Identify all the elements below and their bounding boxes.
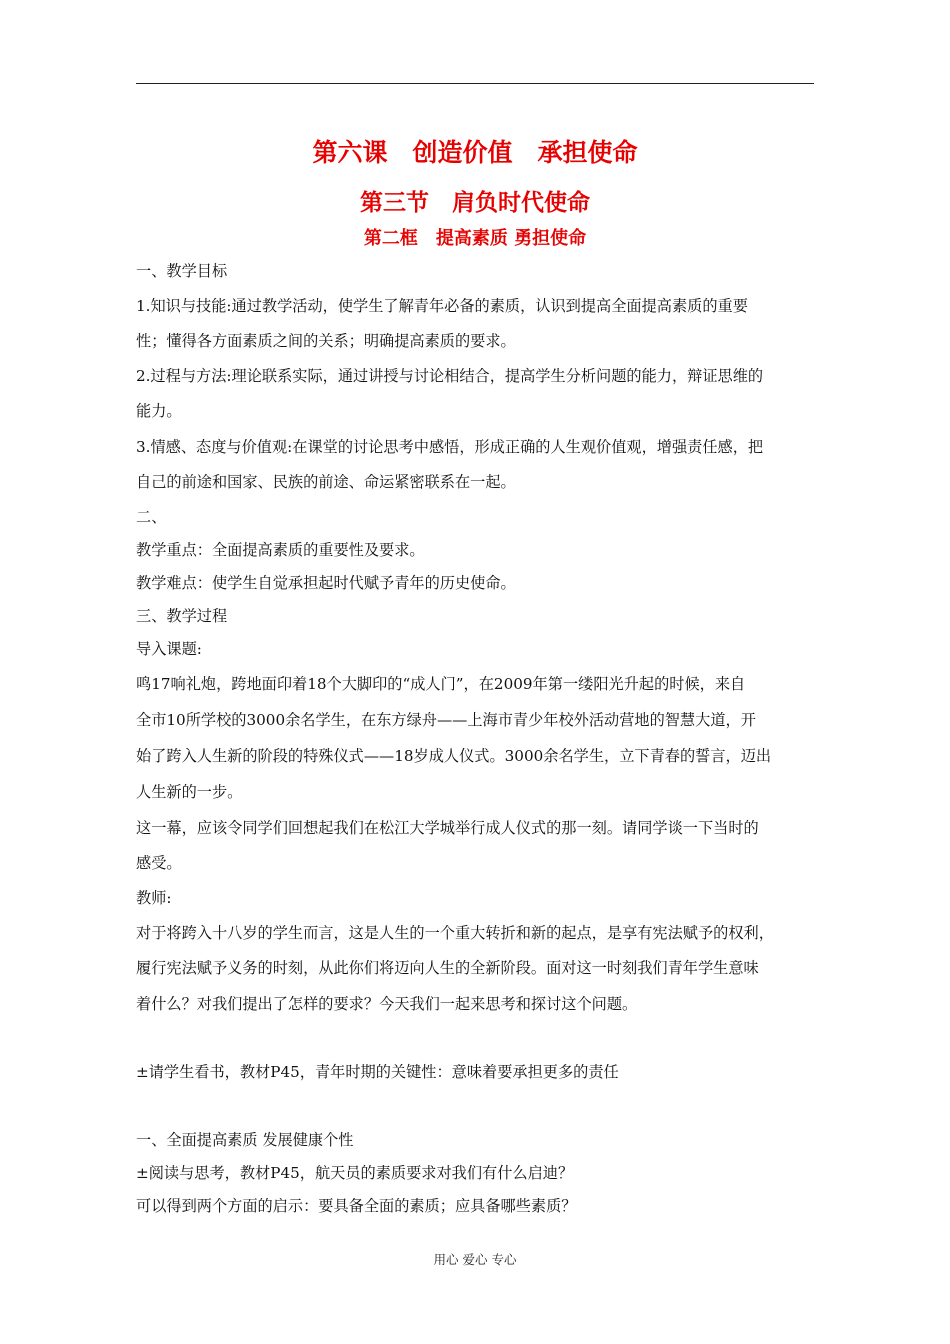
goal-emotion-line-2: 自己的前途和国家、民族的前途、命运紧密联系在一起。 xyxy=(136,473,516,491)
intro-paragraph-line-4: 人生新的一步。 xyxy=(136,783,243,801)
intro-paragraph-line-2: 全市10所学校的3000余名学生，在东方绿舟——上海市青少年校外活动营地的智慧大道，开 xyxy=(136,711,756,729)
intro-paragraph-line-1: 鸣17响礼炮，跨地面印着18个大脚印的“成人门”，在2009年第一缕阳光升起的时候，来自 xyxy=(136,675,746,693)
goal-emotion-line-1: 3.情感、态度与价值观:在课堂的讨论思考中感悟，形成正确的人生观价值观，增强责任感，把 xyxy=(136,438,764,456)
goal-knowledge-line-1: 1.知识与技能:通过教学活动，使学生了解青年必备的素质，认识到提高全面提高素质的重要 xyxy=(136,297,748,315)
read-textbook-note: ±请学生看书，教材P45，青年时期的关键性：意味着要承担更多的责任 xyxy=(136,1063,619,1081)
page-footer: 用心 爱心 专心 xyxy=(433,1252,517,1267)
heading-section-two: 二、 xyxy=(136,508,167,526)
teaching-difficulty: 教学难点：使学生自觉承担起时代赋予青年的历史使命。 xyxy=(136,574,516,592)
recall-paragraph-line-1: 这一幕，应该令同学们回想起我们在松江大学城举行成人仪式的那一刻。请同学谈一下当时的 xyxy=(136,819,759,837)
teacher-label: 教师: xyxy=(136,889,172,907)
teaching-key-point: 教学重点：全面提高素质的重要性及要求。 xyxy=(136,541,425,559)
two-aspects-note: 可以得到两个方面的启示：要具备全面的素质；应具备哪些素质？ xyxy=(136,1197,577,1215)
intro-paragraph-line-3: 始了跨入人生新的阶段的特殊仪式——18岁成人仪式。3000余名学生，立下青春的誓言，迈出 xyxy=(136,747,772,765)
recall-paragraph-line-2: 感受。 xyxy=(136,854,182,872)
heading-improve-quality: 一、全面提高素质 发展健康个性 xyxy=(136,1131,354,1149)
goal-knowledge-line-2: 性；懂得各方面素质之间的关系；明确提高素质的要求。 xyxy=(136,332,516,350)
goal-process-line-2: 能力。 xyxy=(136,402,182,420)
header-rule xyxy=(136,83,814,84)
heading-teaching-process: 三、教学过程 xyxy=(136,607,228,625)
frame-title: 第二框 提高素质 勇担使命 xyxy=(363,228,587,249)
lesson-title: 第六课 创造价值 承担使命 xyxy=(312,138,638,167)
heading-teaching-goals: 一、教学目标 xyxy=(136,262,228,280)
teacher-paragraph-line-1: 对于将跨入十八岁的学生而言，这是人生的一个重大转折和新的起点，是享有宪法赋予的权利， xyxy=(136,924,774,942)
section-title: 第三节 肩负时代使命 xyxy=(360,190,590,216)
teacher-paragraph-line-3: 着什么？对我们提出了怎样的要求？今天我们一起来思考和探讨这个问题。 xyxy=(136,995,638,1013)
reading-thinking-note: ±阅读与思考，教材P45，航天员的素质要求对我们有什么启迪？ xyxy=(136,1164,574,1182)
intro-label: 导入课题: xyxy=(136,640,202,658)
goal-process-line-1: 2.过程与方法:理论联系实际，通过讲授与讨论相结合，提高学生分析问题的能力，辩证思维的 xyxy=(136,367,764,385)
teacher-paragraph-line-2: 履行宪法赋予义务的时刻，从此你们将迈向人生的全新阶段。面对这一时刻我们青年学生意味 xyxy=(136,959,759,977)
